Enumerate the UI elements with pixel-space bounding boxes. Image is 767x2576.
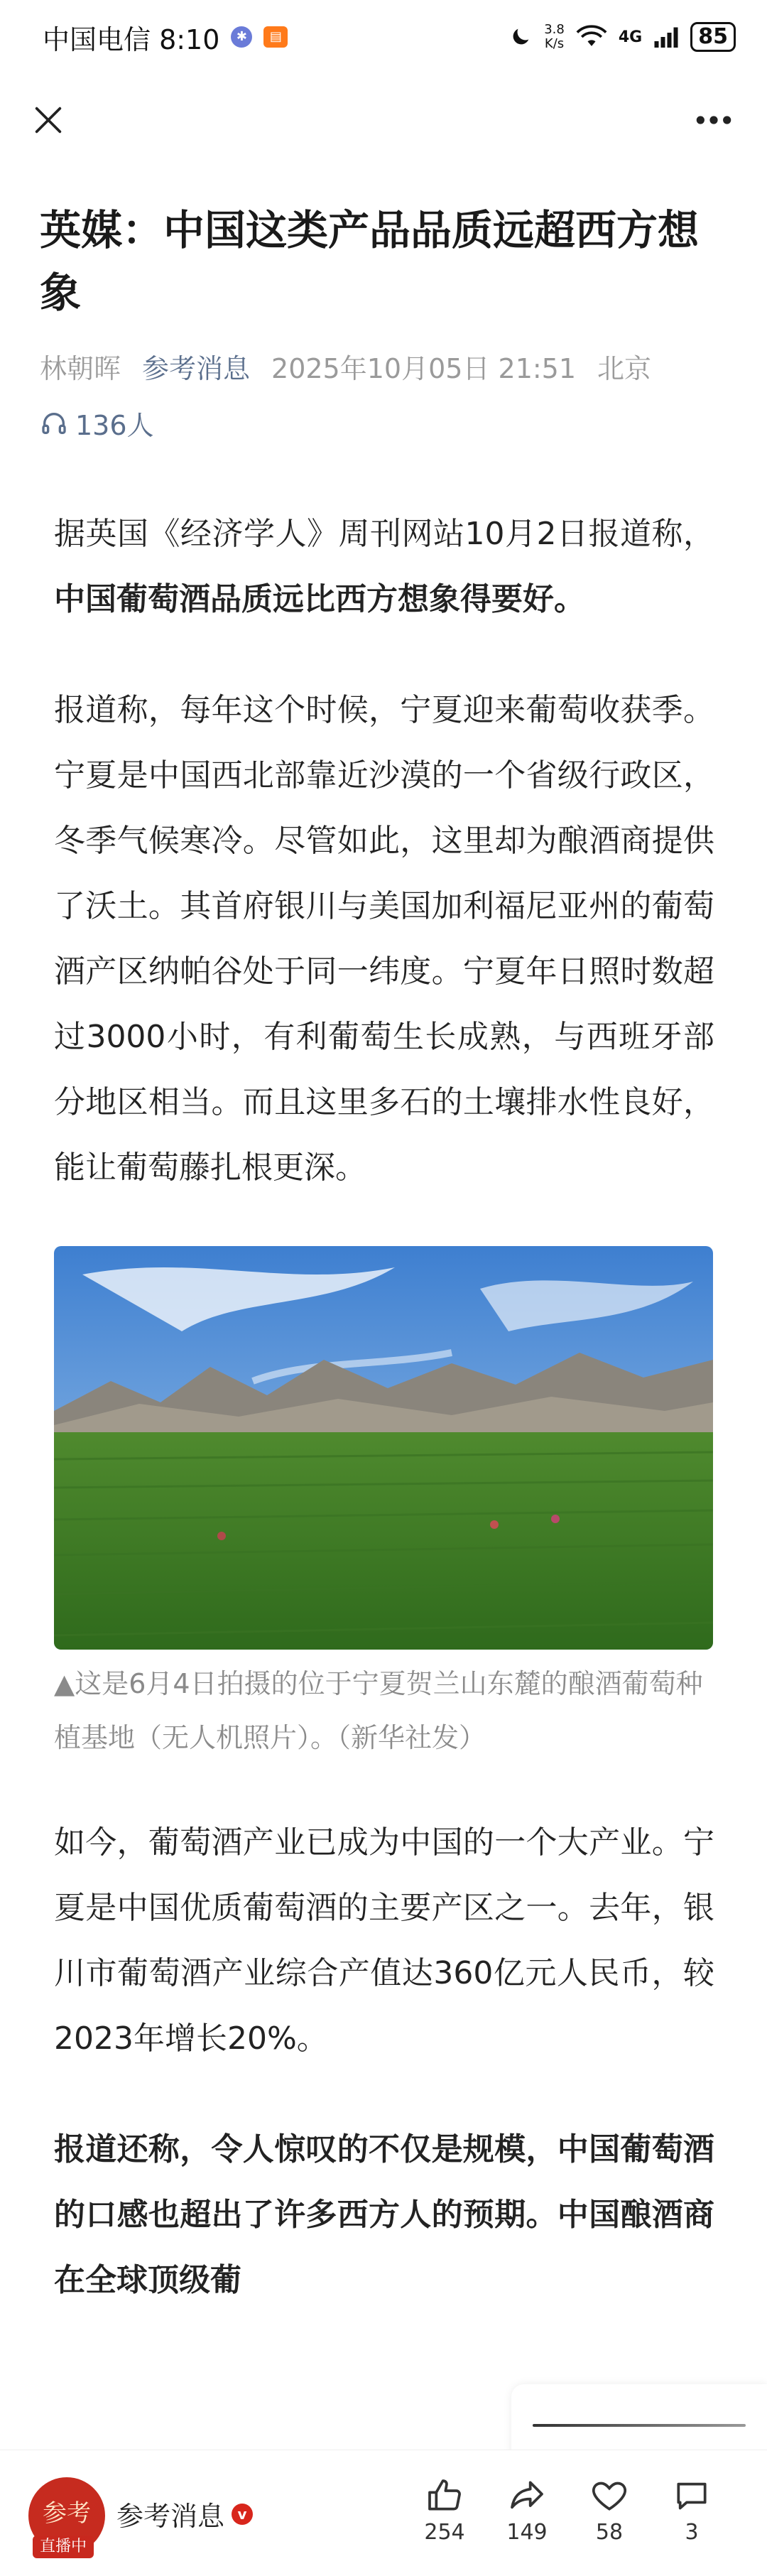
avatar-text: 参考: [43, 2499, 91, 2528]
battery-indicator: 85: [690, 22, 736, 52]
article-body: [54, 502, 714, 2359]
verified-badge: v: [232, 2504, 253, 2525]
headphones-icon: [40, 409, 68, 438]
source-name-link[interactable]: 参考消息: [142, 353, 251, 384]
more-options-icon[interactable]: [689, 100, 739, 140]
publish-datetime: 2025年10月05日 21:51: [271, 353, 577, 384]
network-speed-value: 3.8: [544, 22, 565, 37]
paragraph-1-bold: 中国葡萄酒品质远比西方想象得要好。: [54, 581, 585, 617]
app-notification-icon: ▤: [263, 26, 288, 48]
photo-caption: ▲这是6月4日拍摄的位于宁夏贺兰山东麓的酿酒葡萄种植基地（无人机照片）。（新华社发）: [54, 1668, 703, 1753]
close-icon[interactable]: [28, 100, 68, 140]
vineyard-photo[interactable]: [54, 1246, 713, 1650]
network-speed: [544, 23, 565, 51]
status-left: [43, 18, 288, 57]
article-meta: [40, 347, 736, 386]
paragraph-1-text: 据英国《经济学人》周刊网站10月2日报道称，: [54, 516, 714, 552]
wifi-icon: [576, 25, 607, 49]
thumbs-up-icon: [425, 2476, 464, 2516]
bottom-source-name: 参考消息: [116, 2501, 225, 2532]
signal-icon: [653, 26, 679, 48]
listener-count: 136人: [75, 410, 154, 441]
carrier-time: 中国电信 8:10: [43, 23, 220, 55]
network-speed-unit: K/s: [544, 36, 565, 51]
moon-icon: [508, 25, 533, 49]
bottom-toolbar: [0, 2450, 767, 2576]
top-nav: [0, 74, 767, 166]
comment-count: 3: [685, 2520, 699, 2545]
share-arrow-icon: [507, 2476, 547, 2516]
share-count: 149: [506, 2520, 548, 2545]
article-title: 英媒：中国这类产品品质远超西方想象: [40, 206, 700, 317]
network-type: 4G: [618, 28, 643, 46]
like-button[interactable]: [409, 2476, 480, 2545]
like-count: 254: [424, 2520, 465, 2545]
paragraph-4: 报道还称，令人惊叹的不仅是规模，中国葡萄酒的口感也超出了许多西方人的预期。中国酿酒商在全球顶级葡: [54, 2131, 714, 2298]
favorite-count: 58: [595, 2520, 624, 2545]
audio-progress-line: [533, 2424, 746, 2427]
heart-icon: [589, 2476, 629, 2516]
live-badge: 直播中: [33, 2536, 94, 2558]
status-bar: [0, 0, 767, 74]
publish-location: 北京: [597, 353, 652, 384]
share-button[interactable]: [491, 2476, 562, 2545]
favorite-button[interactable]: [574, 2476, 645, 2545]
listen-button[interactable]: [40, 404, 154, 443]
comment-bubble-icon: [672, 2476, 712, 2516]
paragraph-2: 报道称，每年这个时候，宁夏迎来葡萄收获季。宁夏是中国西北部靠近沙漠的一个省级行政区，冬季气候寒冷。尽管如此，这里却为酿酒商提供了沃土。其首府银川与美国加利福尼亚州的葡萄酒产区纳帕谷处于同一纬度。宁夏年日照时数超过3000小时，有利葡萄生长成熟，与西班牙部分地区相当。而且这里多石的土壤排水性良好，能让葡萄藤扎根更深。: [54, 692, 714, 1186]
notification-badge-icon: ✱: [231, 26, 252, 48]
author-name[interactable]: 林朝晖: [40, 353, 121, 384]
paragraph-1: [54, 502, 714, 632]
status-right: [508, 22, 736, 52]
paragraph-3: 如今，葡萄酒产业已成为中国的一个大产业。宁夏是中国优质葡萄酒的主要产区之一。去年，银川市葡萄酒产业综合产值达360亿元人民币，较2023年增长20%。: [54, 1824, 714, 2057]
bottom-source[interactable]: [116, 2494, 253, 2533]
comment-button[interactable]: [656, 2476, 727, 2545]
